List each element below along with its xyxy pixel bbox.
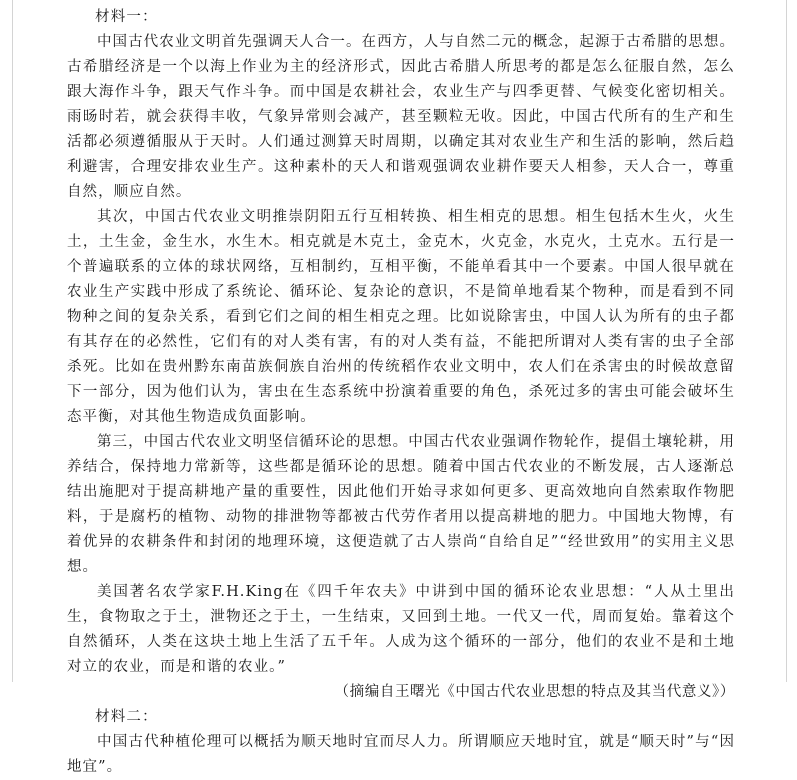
material-two-label: 材料二： <box>95 709 158 725</box>
material-two-paragraph: 中国古代种植伦理可以概括为顺天地时宜而尽人力。所谓顺应天地时宜，就是“顺天时”与“因地宜”。 <box>67 734 735 775</box>
document-body <box>67 5 735 780</box>
paragraph-king-quote: 美国著名农学家F.H.King在《四千年农夫》中讲到中国的循环论农业思想：“人从土里出生，食物取之于土，泄物还之于土，一生结束，又回到土地。一代又一代，周而复始。靠着这个自然循环，人类在这块土地上生活了五千年。人成为这个循环的一部分，他们的农业不是和土地对立的农业，而是和谐的农业。” <box>67 584 735 675</box>
material-one-label: 材料一： <box>95 9 158 25</box>
paragraph-cycle: 第三，中国古代农业文明坚信循环论的思想。中国古代农业强调作物轮作，提倡土壤轮耕，用养结合，保持地力常新等，这些都是循环论的思想。随着中国古代农业的不断发展，古人逐渐总结出施肥对于提高耕地产量的重要性，因此他们开始寻求如何更多、更高效地向自然索取作物肥料，于是腐朽的植物、动物的排泄物等都被古代劳作者用以提高耕地的肥力。中国地大物博，有着优异的农耕条件和封闭的地理环境，这便造就了古人崇尚“自给自足”“经世致用”的实用主义思想。 <box>67 434 735 575</box>
document-page <box>12 0 787 775</box>
paragraph-harmony: 中国古代农业文明首先强调天人合一。在西方，人与自然二元的概念，起源于古希腊的思想。古希腊经济是一个以海上作业为主的经济形式，因此古希腊人所思考的都是怎么征服自然，怎么跟大海作斗争，跟天气作斗争。而中国是农耕社会，农业生产与四季更替、气候变化密切相关。雨旸时若，就会获得丰收，气象异常则会减产，甚至颗粒无收。因此，中国古代所有的生产和生活都必须遵循服从于天时。人们通过测算天时周期，以确定其对农业生产和生活的影响，然后趋利避害，合理安排农业生产。这种素朴的天人和谐观强调农业耕作要天人相参，天人合一，尊重自然，顺应自然。 <box>67 34 735 200</box>
source-citation: （摘编自王曙光《中国古代农业思想的特点及其当代意义》） <box>334 684 735 700</box>
paragraph-five-elements: 其次，中国古代农业文明推崇阴阳五行互相转换、相生相克的思想。相生包括木生火，火生土，土生金，金生水，水生木。相克就是木克土，金克木，火克金，水克火，土克水。五行是一个普遍联系的立体的球状网络，互相制约，互相平衡，不能单看其中一个要素。中国人很早就在农业生产实践中形成了系统论、循环论、复杂论的意识，不是简单地看某个物种，而是看到不同物种之间的复杂关系，看到它们之间的相生相克之理。比如说除害虫，中国人认为所有的虫子都有其存在的必然性，它们有的对人类有害，有的对人类有益，不能把所谓对人类有害的虫子全部杀死。比如在贵州黔东南苗族侗族自治州的传统稻作农业文明中，农人们在杀害虫的时候故意留下一部分，因为他们认为，害虫在生态系统中扮演着重要的角色，杀死过多的害虫可能会破坏生态平衡，对其他生物造成负面影响。 <box>67 209 735 425</box>
